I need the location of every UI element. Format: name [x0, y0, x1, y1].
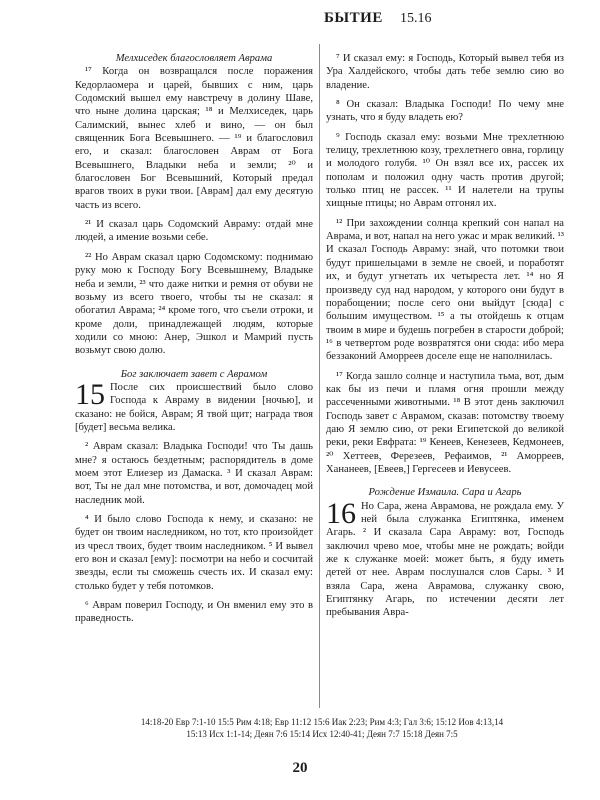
section-heading: Мелхиседек благословляет Аврама	[115, 53, 273, 64]
verse-paragraph: ⁷ И сказал ему: я Господь, Который вывел тебя из Ура Халдейского, чтобы дать тебе землю сию во владение.	[326, 53, 564, 91]
verse-paragraph: ¹⁷ Когда зашло солнце и наступила тьма, вот, дым как бы из печи и пламя огня прошли между рассеченными животными. ¹⁸ В этот день заключил Господь завет с Аврамом, сказав: потомству твоему даю Я землю сию, от реки Египетской до великой реки, реки Евфрата: ¹⁹ Кенеев, Кенезеев, Кедмонеев, ²⁰ Хеттеев, Ферезеев, Рефаимов, ²¹ Аморреев, Хананеев, [Евеев,] Гергесеев и Иевусеев.	[326, 370, 564, 475]
column-divider	[319, 44, 320, 708]
right-column	[326, 52, 564, 620]
verse-text: Но Сара, жена Аврамова, не рождала ему. У ней была служанка Египтянка, именем Агарь. ² И сказала Сара Авраму: вот, Господь заключил чрево мое, чтобы мне не рождать; войди же к служанке моей: может быть, я буду иметь детей от нее. Аврам послушался слов Сары. ³ И взяла Сара, жена Аврамова, служанку свою, Египтянку Агарь, по истечении десяти лет пребывания Авра-	[326, 500, 564, 619]
footnote-line: 15:13 Исх 1:1-14; Деян 7:6 15:14 Исх 12:40-41; Деян 7:7 15:18 Деян 7:5	[186, 729, 458, 739]
page-number: 20	[292, 760, 308, 776]
chapter-start-paragraph	[326, 496, 564, 620]
chapter-start-paragraph	[75, 377, 313, 434]
cross-references	[112, 716, 532, 740]
verse-paragraph: ²² Но Аврам сказал царю Содомскому: поднимаю руку мою к Господу Богу Всевышнему, Владыке неба и земли, ²³ что даже нитки и ремня от обуви не возьму из всего твоего, чтобы ты не сказал: я обогатил Аврама; ²⁴ кроме того, что съели отроки, и кроме доли, принадлежащей людям, которые ходили со мною: Анер, Эшкол и Мамрий пусть возьмут свою долю.	[75, 251, 313, 357]
verse-paragraph: ⁹ Господь сказал ему: возьми Мне трехлетнюю телицу, трехлетнюю козу, трехлетнего овна, горлицу и молодого голубя. ¹⁰ Он взял все их, рассек их пополам и положил одну часть против другой; только птиц не рассек. ¹¹ И налетели на трупы хищные птицы; но Аврам отгонял их.	[326, 131, 564, 210]
chapter-number: 15	[75, 377, 105, 411]
chapter-range: 15.16	[400, 11, 432, 26]
verse-paragraph: ⁴ И было слово Господа к нему, и сказано: не будет он твоим наследником, но тот, кто произойдет из чресл твоих, будет твоим наследником. ⁵ И вывел его вон и сказал [ему]: посмотри на небо и сосчитай звезды, если ты сможешь счесть их. И сказал ему: столько будет у тебя потомков.	[75, 514, 313, 592]
section-heading: Рождение Измаила. Сара и Агарь	[368, 487, 522, 499]
chapter-number: 16	[326, 496, 356, 530]
verse-paragraph: ⁸ Он сказал: Владыка Господи! По чему мне узнать, что я буду владеть ею?	[326, 99, 564, 124]
verse-text: После сих происшествий было слово Господа к Авраму в видении [ночью], и сказано: не бойся, Аврам; Я твой щит; награда твоя [будет] весьма велика.	[75, 381, 313, 433]
verse-paragraph: ¹⁷ Когда он возвращался после поражения Кедорлаомера и царей, бывших с ним, царь Содомский вышел ему навстречу в долину Шаве, что ныне долина царская; ¹⁸ и Мелхиседек, царь Салимский, вынес хлеб и вино, — он был священник Бога Всевышнего. — ¹⁹ и благословил его, и сказал: благословен Аврам от Бога Всевышнего, Владыки неба и земли; ²⁰ и благословен Бог Всевышний, Который предал врагов твоих в руки твои. [Аврам] дал ему десятую часть из всего.	[75, 66, 313, 211]
running-header	[0, 6, 600, 28]
verse-paragraph: ⁶ Аврам поверил Господу, и Он вменил ему это в праведность.	[75, 600, 313, 625]
section-heading: Бог заключает завет с Аврамом	[120, 368, 268, 380]
book-title: БЫТИЕ	[324, 10, 383, 26]
footnote-line: 14:18-20 Евр 7:1-10 15:5 Рим 4:18; Евр 11:12 15:6 Иак 2:23; Рим 4:3; Гал 3:6; 15:12 Иов 4:13,14	[140, 717, 504, 727]
verse-paragraph: ² Аврам сказал: Владыка Господи! что Ты дашь мне? я остаюсь бездетным; распорядитель в доме моем этот Елиезер из Дамаска. ³ И сказал Аврам: вот, Ты не дал мне потомства, и вот, домочадец мой наследник мой.	[75, 441, 313, 506]
verse-paragraph: ¹² При захождении солнца крепкий сон напал на Аврама, и вот, напал на него ужас и мрак великий. ¹³ И сказал Господь Авраму: знай, что потомки твои будут пришельцами в земле не своей, и поработят их, и будут угнетать их четыреста лет. ¹⁴ но Я произведу суд над народом, у которого они будут в порабощении; после сего они выйдут [сюда] с большим имуществом. ¹⁵ а ты отойдешь к отцам твоим в мире и будешь погребен в старости доброй; ¹⁶ в четвертом роде возвратятся они сюда: ибо мера беззаконий Аморреев доселе еще не наполнилась.	[326, 217, 564, 363]
verse-paragraph: ²¹ И сказал царь Содомский Авраму: отдай мне людей, а имение возьми себе.	[75, 219, 313, 244]
left-column	[75, 52, 313, 626]
